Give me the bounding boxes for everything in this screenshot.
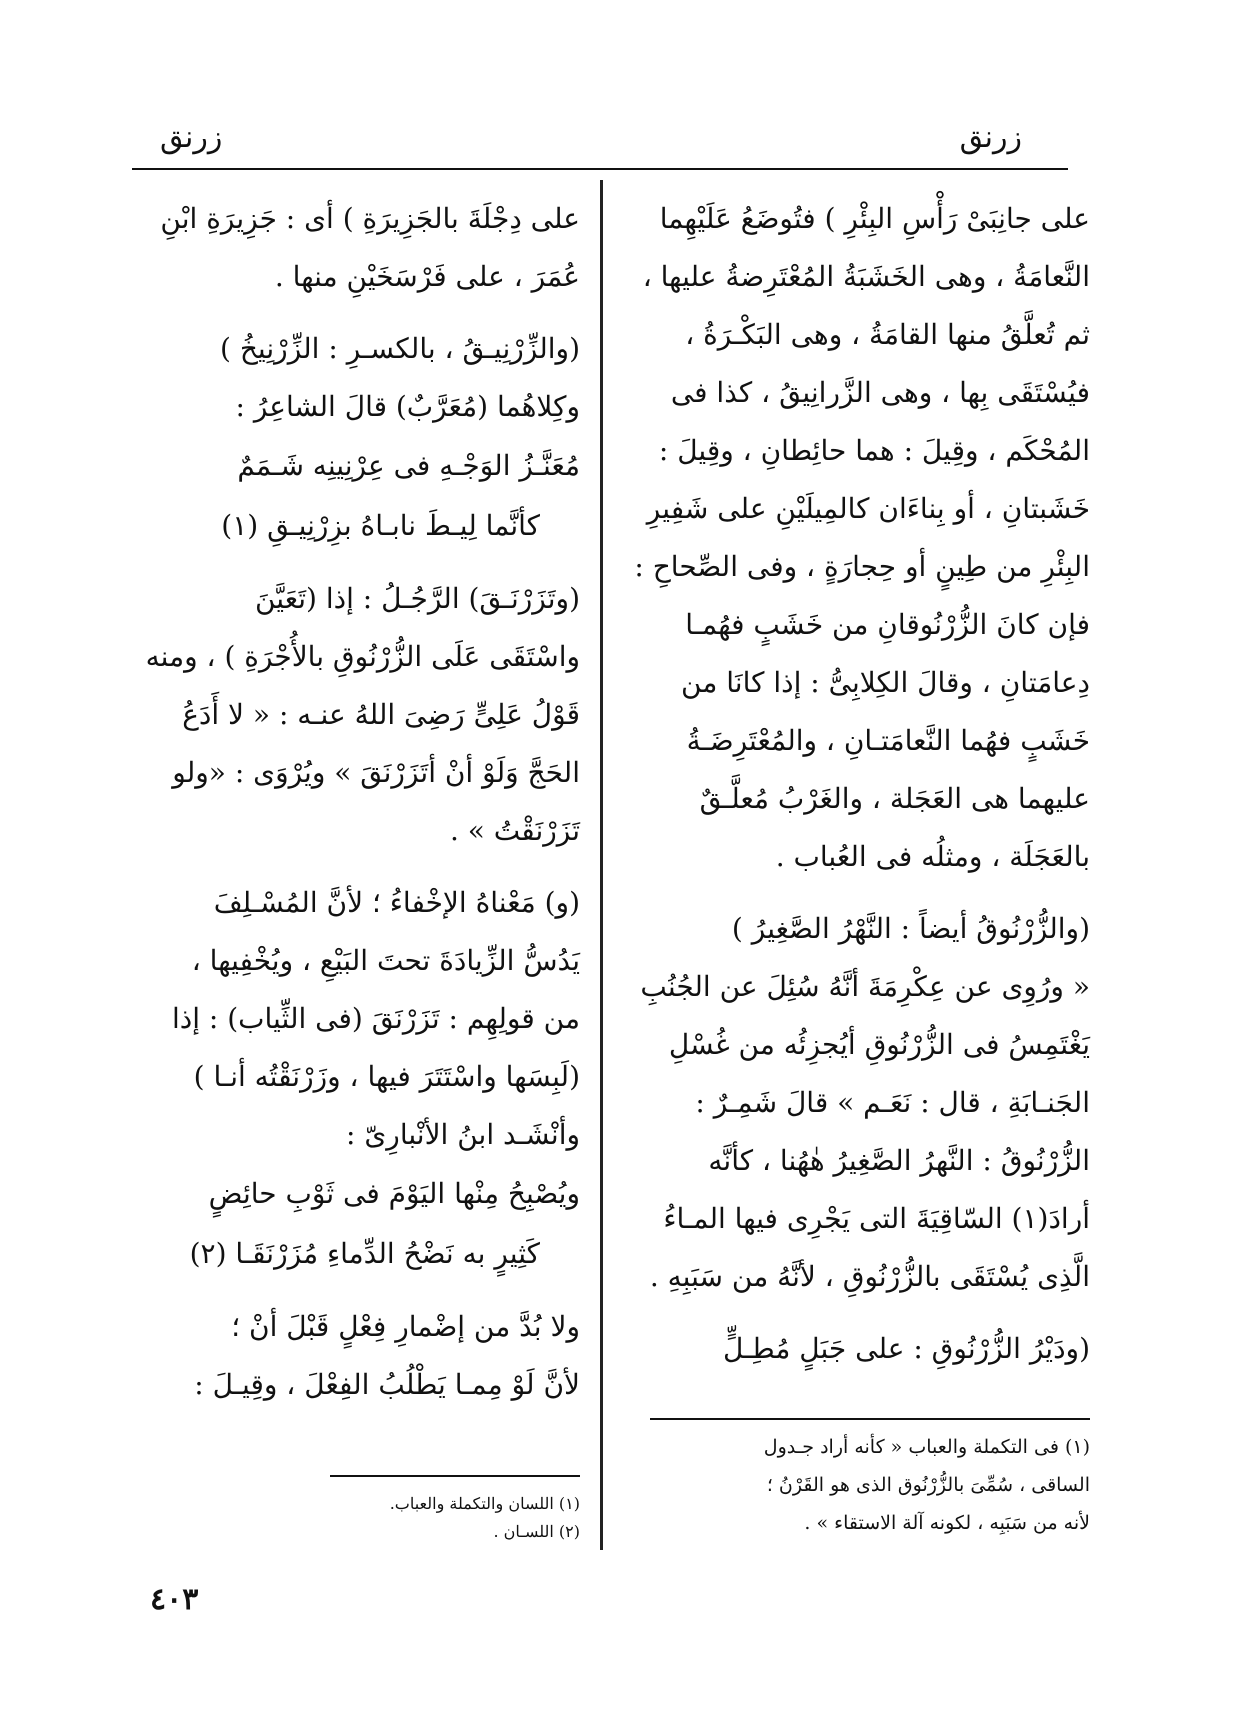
entry-paragraph — [125, 190, 580, 306]
text-line: الحَجَّ وَلَوْ أنْ أتَزَرْنَقَ » ويُرْوَى : «ولو — [172, 756, 580, 789]
text-line: ثم تُعلَّقُ منها القامَةُ ، وهى البَكْـرَةُ ، — [685, 318, 1090, 351]
text-line: وكِلاهُما (مُعَرَّبٌ) قالَ الشاعِرُ : — [235, 390, 580, 423]
right-column — [634, 190, 1090, 1392]
text-line: قَوْلُ عَلِىٍّ رَضِىَ اللهُ عنـه : « لا أَدَعُ — [182, 698, 580, 731]
entry-paragraph — [125, 320, 580, 556]
verse-line: كأنَّما لِيـطَ نابـاهُ بزِرْنِيـقِ (١) — [221, 509, 540, 542]
verse-line: ويُصْبِحُ مِنْها اليَوْمَ فى ثَوْبِ حائِضٍ — [208, 1177, 580, 1210]
entry-paragraph — [125, 874, 580, 1284]
footnote-line: لأنه من سَبَبِه ، لكونه آلة الاستقاء » . — [804, 1512, 1090, 1534]
verse-line: مُعَنَّـزُ الوَجْـهِ فى عِرْنِينِه شَـمَمٌ — [237, 449, 580, 482]
text-line: خَشَبتانِ ، أو بِناءَان كالمِيلَيْنِ على شَفِيرِ — [646, 492, 1090, 525]
verse-line: كَثِيرٍ به نَضْحُ الدِّماءِ مُزَرْنَقَـا (٢) — [189, 1237, 540, 1270]
text-line: المُحْكَم ، وقِيلَ : هما حائِطانِ ، وقِيلَ : — [658, 434, 1090, 467]
text-line: من قولِهِم : تَزَرْنَقَ (فى الثِّياب) : إذا — [171, 1002, 580, 1035]
text-line: واسْتَقَى عَلَى الزُّرْنُوقِ بالأُجْرَةِ ) ، ومنه — [145, 640, 580, 673]
text-line: ولا بُدَّ من إضْمارِ فِعْلٍ قَبْلَ أنْ ؛ — [231, 1310, 580, 1343]
text-line: عليهما هى العَجَلة ، والغَرْبُ مُعلَّـقٌ — [699, 782, 1090, 815]
footnotes-left — [340, 1490, 580, 1546]
text-line: النَّعامَةُ ، وهى الخَشَبَةُ المُعْتَرِضةُ عليها ، — [642, 260, 1090, 293]
text-line: الجَنـابَةِ ، قال : نَعَـم » قالَ شَمِـرٌ : — [695, 1086, 1090, 1119]
footnote-line: (٢) اللسـان . — [493, 1522, 580, 1541]
text-line: وأنْشَـد ابنُ الأنْبارِىّ : — [346, 1118, 580, 1151]
text-line: لأنَّ لَوْ مِمـا يَطْلُبُ الفِعْلَ ، وقِيـلَ : — [194, 1368, 580, 1401]
footnote-rule — [330, 1475, 580, 1477]
footnotes-right — [640, 1428, 1090, 1542]
left-column — [125, 190, 580, 1428]
running-head-right: زرنق — [959, 120, 1022, 155]
text-line: أرادَ(١) السّاقِيَةَ التى يَجْرِى فيها المـاءُ — [663, 1202, 1090, 1235]
text-line: خَشَبٍ فهُما النَّعامَتـانِ ، والمُعْتَرِضَـةُ — [686, 724, 1090, 757]
running-head-left: زرنق — [160, 120, 223, 155]
text-line: عُمَرَ ، على فَرْسَخَيْنِ منها . — [274, 260, 580, 293]
text-line: الزُّرْنُوقُ : النَّهرُ الصَّغِيرُ هٰهُنا ، كأنَّه — [708, 1144, 1090, 1177]
entry-paragraph — [634, 190, 1090, 886]
footnote-line: الساقى ، سُمِّىَ بالزُّرْنُوق الذى هو القَرْنُ ؛ — [766, 1474, 1090, 1496]
text-line: على دِجْلَةَ بالجَزِيرَةِ ) أى : جَزِيرَةِ ابْنِ — [160, 202, 580, 235]
entry-paragraph — [640, 900, 1090, 1306]
text-line: (وتَزَرْنَـقَ) الرَّجُـلُ : إذا (تَعَيَّنَ — [254, 582, 580, 615]
column-divider — [600, 180, 603, 1550]
footnote-line: (١) اللسان والتكملة والعباب. — [389, 1494, 580, 1513]
text-line: تَزَرْنَقْتُ » . — [449, 814, 580, 847]
text-line: (ودَيْرُ الزُّرْنُوقِ : على جَبَلٍ مُطِـلٍّ — [722, 1332, 1090, 1365]
text-line: بالعَجَلَة ، ومثلُه فى العُباب . — [775, 840, 1090, 873]
footnote-line: (١) فى التكملة والعباب « كأنه أراد جـدول — [763, 1436, 1090, 1458]
text-line: (و) مَعْناهُ الإخْفاءُ ؛ لأنَّ المُسْـلِفَ — [213, 886, 580, 919]
text-line: (والزُّرْنُوقُ أيضاً : النَّهْرُ الصَّغِيرُ ) — [731, 912, 1090, 945]
text-line: على جانِبَىْ رَأْسِ البِئْرِ ) فتُوضَعُ عَلَيْهِما — [659, 202, 1090, 235]
text-line: فإن كانَ الزُّرْنُوقانِ من خَشَبٍ فهُمـا — [685, 608, 1090, 641]
text-line: يَدُسُّ الزِّيادَةَ تحتَ البَيْعِ ، ويُخْفِيها ، — [191, 944, 580, 977]
page-number: ٤٠٣ — [150, 1582, 199, 1617]
text-line: دِعامَتانِ ، وقالَ الكِلابِىُّ : إذا كانَا من — [681, 666, 1090, 699]
text-line: الَّذِى يُسْتَقَى بالزُّرْنُوقِ ، لأنَّهُ من سَبَبِهِ . — [649, 1260, 1090, 1293]
text-line: فيُسْتَقَى بِها ، وهى الزَّرانِيقُ ، كذا فى — [670, 376, 1090, 409]
entry-paragraph — [640, 1320, 1090, 1378]
text-line: يَغْتَمِسُ فى الزُّرْنُوقِ أيُجزِئُه من غُسْلِ — [668, 1028, 1090, 1061]
header-rule — [132, 168, 1068, 170]
footnote-rule — [650, 1418, 1090, 1420]
text-line: (لَبِسَها واسْتَتَرَ فيها ، وزَرْنَقْتُه أنـا ) — [193, 1060, 580, 1093]
text-line: البِئْرِ من طِينٍ أو حِجارَةٍ ، وفى الصِّحاحِ : — [634, 550, 1090, 583]
entry-paragraph — [125, 570, 580, 860]
text-line: (والزِّرْنِيـقُ ، بالكسـرِ : الزِّرْنِيخُ ) — [220, 332, 580, 365]
text-line: « ورُوِى عن عِكْرِمَةَ أنَّهُ سُئِلَ عن الجُنُبِ — [640, 970, 1090, 1003]
entry-paragraph — [125, 1298, 580, 1414]
